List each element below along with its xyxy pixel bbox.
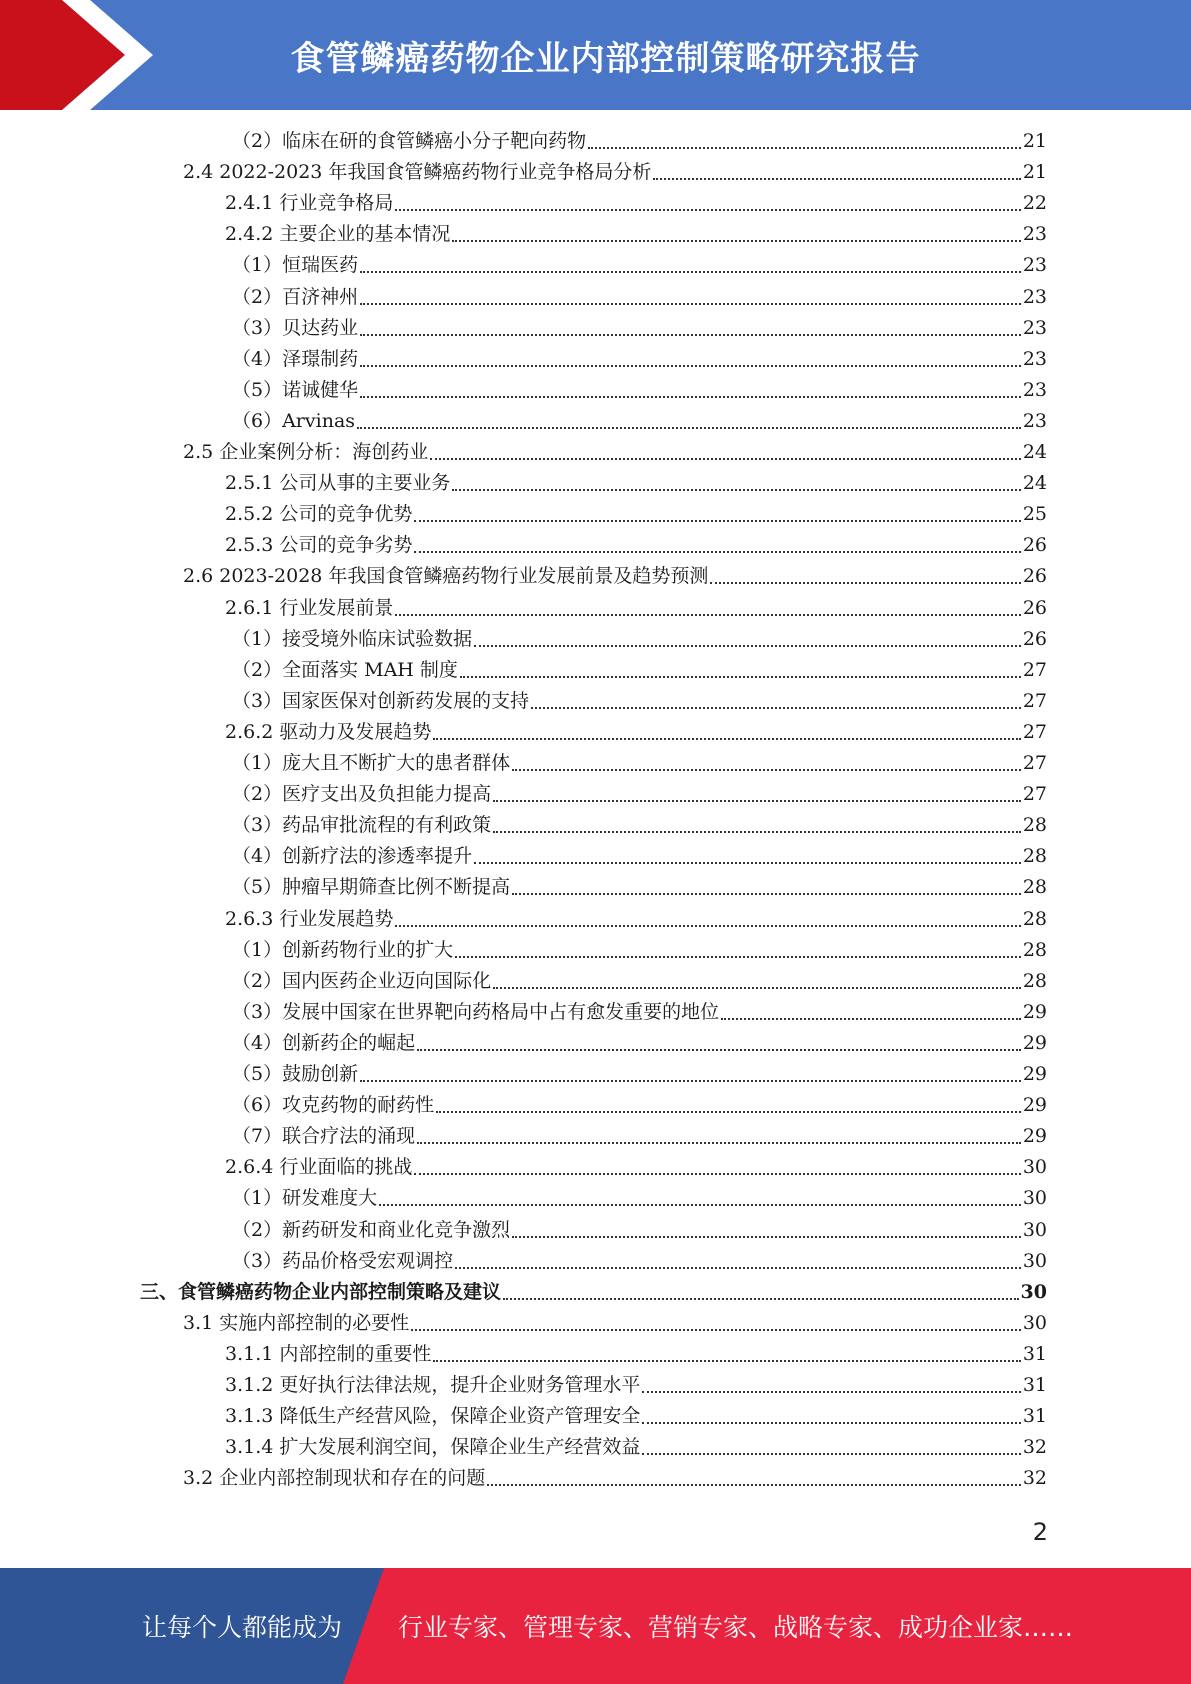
toc-entry-page: 30 — [1022, 1312, 1047, 1334]
toc-entry[interactable] — [183, 438, 1047, 466]
toc-entry-page: 26 — [1022, 628, 1047, 650]
toc-entry[interactable] — [183, 562, 1047, 590]
toc-entry-page: 29 — [1022, 1032, 1047, 1054]
toc-dot-leader — [414, 551, 1020, 553]
toc-entry[interactable] — [225, 531, 1047, 559]
toc-dot-leader — [653, 178, 1020, 180]
toc-entry-label: 3.1 实施内部控制的必要性 — [183, 1312, 410, 1334]
toc-entry-label: （7）联合疗法的涌现 — [232, 1125, 416, 1147]
toc-dot-leader — [414, 520, 1020, 522]
toc-entry-label: 2.4.2 主要企业的基本情况 — [225, 223, 451, 245]
toc-entry-label: 2.6.3 行业发展趋势 — [225, 908, 394, 930]
toc-entry-label: （2）百济神州 — [232, 286, 359, 308]
toc-entry[interactable] — [225, 189, 1047, 217]
toc-entry-page: 29 — [1022, 1094, 1047, 1116]
toc-entry-page: 31 — [1022, 1343, 1047, 1365]
toc-entry-page: 21 — [1022, 130, 1047, 152]
toc-entry[interactable] — [232, 1216, 1047, 1244]
toc-entry-page: 23 — [1022, 286, 1047, 308]
toc-entry[interactable] — [232, 811, 1047, 839]
toc-entry[interactable] — [232, 1122, 1047, 1150]
toc-entry-page: 32 — [1022, 1436, 1047, 1458]
toc-entry-page: 28 — [1022, 876, 1047, 898]
toc-dot-leader — [452, 240, 1020, 242]
toc-dot-leader — [512, 893, 1021, 895]
footer-slogan-right: 行业专家、管理专家、营销专家、战略专家、成功企业家…… — [398, 1613, 1074, 1642]
toc-entry-page: 28 — [1022, 814, 1047, 836]
toc-entry-label: 2.6.2 驱动力及发展趋势 — [225, 721, 432, 743]
toc-entry-page: 23 — [1022, 379, 1047, 401]
toc-dot-leader — [360, 303, 1021, 305]
toc-entry[interactable] — [232, 314, 1047, 342]
toc-entry-page: 23 — [1022, 410, 1047, 432]
toc-entry-label: 2.4.1 行业竞争格局 — [225, 192, 394, 214]
toc-dot-leader — [395, 209, 1020, 211]
toc-dot-leader — [588, 147, 1021, 149]
toc-entry-label: （6）攻克药物的耐药性 — [232, 1094, 435, 1116]
toc-entry[interactable] — [183, 1309, 1047, 1337]
toc-entry-label: （1）创新药物行业的扩大 — [232, 939, 454, 961]
toc-entry-page: 30 — [1022, 1156, 1047, 1178]
toc-entry[interactable] — [232, 1184, 1047, 1212]
toc-entry-page: 27 — [1022, 721, 1047, 743]
toc-entry-page: 26 — [1022, 597, 1047, 619]
toc-entry[interactable] — [232, 376, 1047, 404]
toc-entry-page: 29 — [1022, 1125, 1047, 1147]
toc-dot-leader — [512, 769, 1021, 771]
toc-entry-label: （2）医疗支出及负担能力提高 — [232, 783, 492, 805]
toc-entry-page: 30 — [1022, 1219, 1047, 1241]
toc-entry-label: （3）药品审批流程的有利政策 — [232, 814, 492, 836]
toc-entry[interactable] — [232, 967, 1047, 995]
toc-entry[interactable] — [232, 780, 1047, 808]
toc-entry[interactable] — [232, 345, 1047, 373]
toc-dot-leader — [503, 1298, 1019, 1300]
toc-dot-leader — [433, 1360, 1020, 1362]
toc-entry-page: 26 — [1022, 534, 1047, 556]
toc-entry[interactable] — [232, 936, 1047, 964]
toc-dot-leader — [436, 1111, 1021, 1113]
toc-entry-label: （2）全面落实 MAH 制度 — [232, 659, 458, 681]
toc-dot-leader — [531, 707, 1021, 709]
toc-entry-label: 2.6 2023-2028 年我国食管鳞癌药物行业发展前景及趋势预测 — [183, 565, 709, 587]
toc-entry-page: 31 — [1022, 1405, 1047, 1427]
toc-entry[interactable] — [232, 842, 1047, 870]
toc-entry[interactable] — [225, 1340, 1047, 1368]
toc-dot-leader — [487, 1484, 1021, 1486]
toc-entry[interactable] — [225, 1153, 1047, 1181]
report-title: 食管鳞癌药物企业内部控制策略研究报告 — [290, 38, 921, 79]
toc-entry-label: （4）泽璟制药 — [232, 348, 359, 370]
toc-entry-page: 28 — [1022, 939, 1047, 961]
toc-entry-label: （3）发展中国家在世界靶向药格局中占有愈发重要的地位 — [232, 1001, 720, 1023]
toc-entry-page: 27 — [1022, 659, 1047, 681]
toc-entry-label: 2.4 2022-2023 年我国食管鳞癌药物行业竞争格局分析 — [183, 161, 652, 183]
toc-entry-page: 22 — [1022, 192, 1047, 214]
toc-entry[interactable] — [232, 873, 1047, 901]
toc-dot-leader — [642, 1422, 1020, 1424]
toc-entry-label: （1）庞大且不断扩大的患者群体 — [232, 752, 511, 774]
toc-entry-label: （3）贝达药业 — [232, 317, 359, 339]
toc-entry-page: 30 — [1022, 1250, 1047, 1272]
toc-entry-page: 25 — [1022, 503, 1047, 525]
toc-entry-page: 24 — [1022, 441, 1047, 463]
toc-dot-leader — [360, 334, 1021, 336]
toc-entry[interactable] — [232, 1091, 1047, 1119]
toc-entry-page: 29 — [1022, 1001, 1047, 1023]
toc-entry-label: （5）鼓励创新 — [232, 1063, 359, 1085]
toc-entry[interactable] — [232, 127, 1047, 155]
toc-entry-page: 28 — [1022, 970, 1047, 992]
toc-entry-label: 三、食管鳞癌药物企业内部控制策略及建议 — [140, 1281, 502, 1303]
toc-dot-leader — [493, 831, 1021, 833]
toc-entry[interactable] — [140, 1278, 1047, 1306]
toc-entry[interactable] — [225, 594, 1047, 622]
toc-entry-label: （4）创新疗法的渗透率提升 — [232, 845, 473, 867]
toc-entry-page: 23 — [1022, 223, 1047, 245]
page-number: 2 — [1032, 1518, 1048, 1546]
toc-dot-leader — [721, 1018, 1021, 1020]
toc-entry-label: 2.5.2 公司的竞争优势 — [225, 503, 413, 525]
toc-entry-page: 21 — [1022, 161, 1047, 183]
toc-dot-leader — [395, 614, 1020, 616]
toc-entry[interactable] — [225, 718, 1047, 746]
toc-entry[interactable] — [232, 1060, 1047, 1088]
toc-dot-leader — [360, 1080, 1021, 1082]
toc-entry[interactable] — [232, 998, 1047, 1026]
toc-entry[interactable] — [183, 1464, 1047, 1492]
toc-entry[interactable] — [232, 283, 1047, 311]
toc-dot-leader — [474, 645, 1021, 647]
toc-dot-leader — [414, 1173, 1020, 1175]
toc-entry-label: 3.1.1 内部控制的重要性 — [225, 1343, 432, 1365]
toc-entry[interactable] — [225, 905, 1047, 933]
toc-entry[interactable] — [232, 1029, 1047, 1057]
toc-entry-page: 28 — [1022, 908, 1047, 930]
toc-entry-label: （1）恒瑞医药 — [232, 254, 359, 276]
toc-entry-page: 31 — [1022, 1374, 1047, 1396]
toc-entry-label: （2）新药研发和商业化竞争激烈 — [232, 1219, 511, 1241]
toc-entry-label: 3.2 企业内部控制现状和存在的问题 — [183, 1467, 486, 1489]
toc-entry-label: （3）药品价格受宏观调控 — [232, 1250, 454, 1272]
toc-dot-leader — [642, 1391, 1020, 1393]
toc-dot-leader — [460, 676, 1021, 678]
toc-entry[interactable] — [232, 407, 1047, 435]
toc-entry-label: 3.1.4 扩大发展利润空间，保障企业生产经营效益 — [225, 1436, 641, 1458]
toc-entry[interactable] — [232, 656, 1047, 684]
toc-entry[interactable] — [225, 1402, 1047, 1430]
toc-entry[interactable] — [232, 251, 1047, 279]
footer-slogan-left: 让每个人都能成为 — [142, 1613, 343, 1642]
toc-dot-leader — [379, 1204, 1021, 1206]
toc-entry-label: 2.6.4 行业面临的挑战 — [225, 1156, 413, 1178]
toc-entry-label: 2.5 企业案例分析：海创药业 — [183, 441, 429, 463]
toc-dot-leader — [433, 738, 1020, 740]
toc-entry-page: 23 — [1022, 348, 1047, 370]
toc-entry-label: 3.1.2 更好执行法律法规，提升企业财务管理水平 — [225, 1374, 641, 1396]
toc-dot-leader — [417, 1142, 1021, 1144]
toc-entry[interactable] — [225, 1371, 1047, 1399]
toc-dot-leader — [493, 987, 1021, 989]
toc-dot-leader — [360, 396, 1021, 398]
toc-entry-label: 2.5.3 公司的竞争劣势 — [225, 534, 413, 556]
toc-entry[interactable] — [232, 687, 1047, 715]
toc-dot-leader — [452, 489, 1020, 491]
toc-entry-page: 23 — [1022, 254, 1047, 276]
toc-entry[interactable] — [225, 220, 1047, 248]
toc-entry-label: （1）研发难度大 — [232, 1187, 378, 1209]
toc-entry-label: （2）临床在研的食管鳞癌小分子靶向药物 — [232, 130, 587, 152]
toc-dot-leader — [455, 1267, 1021, 1269]
toc-entry-label: （5）肿瘤早期筛查比例不断提高 — [232, 876, 511, 898]
toc-entry-label: （5）诺诚健华 — [232, 379, 359, 401]
toc-dot-leader — [360, 271, 1021, 273]
toc-dot-leader — [411, 1329, 1021, 1331]
toc-entry-label: 3.1.3 降低生产经营风险，保障企业资产管理安全 — [225, 1405, 641, 1427]
toc-entry[interactable] — [232, 1247, 1047, 1275]
toc-entry-page: 24 — [1022, 472, 1047, 494]
toc-dot-leader — [512, 1236, 1021, 1238]
toc-entry-page: 27 — [1022, 690, 1047, 712]
toc-entry-page: 28 — [1022, 845, 1047, 867]
toc-entry-label: （1）接受境外临床试验数据 — [232, 628, 473, 650]
toc-entry-page: 32 — [1022, 1467, 1047, 1489]
toc-dot-leader — [417, 1049, 1021, 1051]
toc-entry-page: 29 — [1022, 1063, 1047, 1085]
toc-entry-label: （6）Arvinas — [232, 410, 356, 432]
toc-dot-leader — [710, 582, 1020, 584]
toc-dot-leader — [474, 862, 1021, 864]
toc-dot-leader — [395, 925, 1020, 927]
toc-entry[interactable] — [225, 469, 1047, 497]
toc-entry[interactable] — [225, 1433, 1047, 1461]
toc-entry-label: （3）国家医保对创新药发展的支持 — [232, 690, 530, 712]
toc-entry-label: 2.5.1 公司从事的主要业务 — [225, 472, 451, 494]
toc-dot-leader — [357, 427, 1021, 429]
toc-entry-page: 27 — [1022, 752, 1047, 774]
toc-dot-leader — [360, 365, 1021, 367]
toc-entry-label: （2）国内医药企业迈向国际化 — [232, 970, 492, 992]
toc-entry-page: 23 — [1022, 317, 1047, 339]
toc-entry-page: 30 — [1022, 1187, 1047, 1209]
toc-dot-leader — [455, 956, 1021, 958]
toc-entry[interactable] — [232, 749, 1047, 777]
page-header — [0, 0, 1191, 110]
toc-entry-page: 26 — [1022, 565, 1047, 587]
toc-entry-label: 2.6.1 行业发展前景 — [225, 597, 394, 619]
toc-entry-page: 30 — [1020, 1281, 1047, 1303]
toc-dot-leader — [642, 1453, 1020, 1455]
page-footer — [0, 1568, 1191, 1684]
toc-dot-leader — [430, 458, 1021, 460]
toc-entry-label: （4）创新药企的崛起 — [232, 1032, 416, 1054]
toc-dot-leader — [493, 800, 1021, 802]
toc-entry[interactable] — [232, 625, 1047, 653]
toc-entry[interactable] — [183, 158, 1047, 186]
toc-entry-page: 27 — [1022, 783, 1047, 805]
toc-entry[interactable] — [225, 500, 1047, 528]
